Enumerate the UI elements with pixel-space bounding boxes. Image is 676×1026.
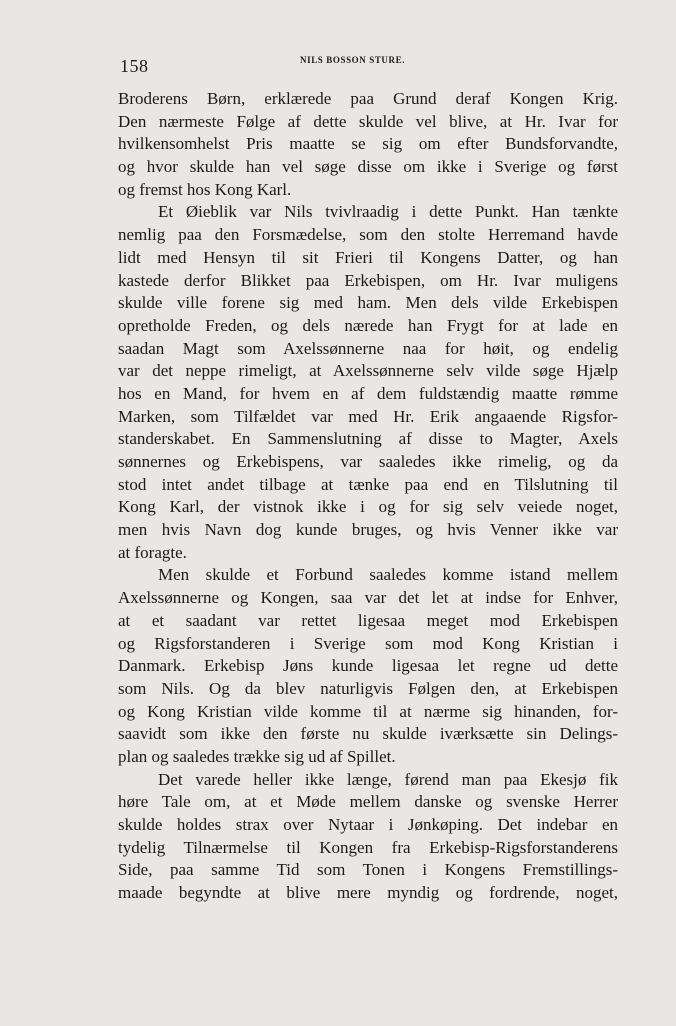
text-line: og hvor skulde han vel søge disse om ikke i Sverige og først — [118, 157, 618, 177]
running-head: NILS BOSSON STURE. — [300, 55, 406, 65]
text-line: saadan Magt som Axelssønnerne naa for høit, og endelig — [118, 338, 618, 358]
text-line: Den nærmeste Følge af dette skulde vel blive, at Hr. Ivar for — [118, 111, 618, 131]
text-line: plan og saaledes trække sig ud af Spillet. — [118, 746, 396, 766]
text-line: nemlig paa den Forsmædelse, som den stolte Herremand havde — [118, 225, 618, 245]
text-line: men hvis Navn dog kunde bruges, og hvis Venner ikke var — [118, 520, 618, 540]
text-line: Et Øieblik var Nils tvivlraadig i dette Punkt. Han tænkte — [158, 202, 618, 222]
text-line: saavidt som ikke den første nu skulde iværksætte sin Delings- — [118, 724, 618, 744]
text-line: maade begyndte at blive mere myndig og fordrende, noget, — [118, 883, 618, 903]
text-line: at et saadant var rettet ligesaa meget mod Erkebispen — [118, 610, 618, 630]
page-number: 158 — [120, 56, 149, 76]
text-line: tydelig Tilnærmelse til Kongen fra Erkebisp-Rigsforstanderens — [118, 837, 618, 857]
text-line: hos en Mand, for hvem en af dem fuldstændig maatte rømme — [118, 383, 618, 403]
text-line: var det neppe rimeligt, at Axelssønnerne selv vilde søge Hjælp — [118, 361, 618, 381]
text-line: og fremst hos Kong Karl. — [118, 179, 292, 199]
text-line: skulde ville forene sig med ham. Men dels vilde Erkebispen — [118, 293, 618, 313]
text-line: og Rigsforstanderen i Sverige som mod Kong Kristian i — [118, 633, 618, 653]
text-line: lidt med Hensyn til sit Frieri til Kongens Datter, og han — [118, 247, 618, 267]
text-line: standerskabet. En Sammenslutning af disse to Magter, Axels — [118, 429, 618, 449]
text-line: Marken, som Tilfældet var med Hr. Erik angaaende Rigsfor- — [118, 406, 618, 426]
text-line: sønnernes og Erkebispens, var saaledes ikke rimelig, og da — [118, 452, 618, 471]
text-line: og Kong Kristian vilde komme til at nærme sig hinanden, for- — [118, 701, 618, 721]
body-text — [118, 88, 618, 905]
text-line: Danmark. Erkebisp Jøns kunde ligesaa let regne ud dette — [118, 656, 618, 676]
text-line: skulde holdes strax over Nytaar i Jønkøping. Det indebar en — [118, 815, 618, 834]
text-line: Kong Karl, der vistnok ikke i og for sig selv veiede noget, — [118, 497, 618, 517]
text-line: Axelssønnerne og Kongen, saa var det let at indse for Enhver, — [118, 588, 618, 608]
text-line: at foragte. — [118, 542, 187, 562]
text-line: Det varede heller ikke længe, førend man paa Ekesjø fik — [158, 769, 618, 789]
text-line: Men skulde et Forbund saaledes komme istand mellem — [158, 565, 618, 585]
text-line: stod intet andet tilbage at tænke paa end en Tilslutning til — [118, 474, 618, 494]
text-line: Side, paa samme Tid som Tonen i Kongens Fremstillings- — [118, 860, 618, 880]
text-line: kastede derfor Blikket paa Erkebispen, om Hr. Ivar muligens — [118, 270, 618, 290]
text-line: opretholde Freden, og dels nærede han Frygt for at lade en — [118, 315, 618, 335]
text-line: hvilkensomhelst Pris maatte se sig om efter Bundsforvandte, — [118, 134, 618, 154]
text-line: som Nils. Og da blev naturligvis Følgen den, at Erkebispen — [118, 678, 618, 698]
text-line: Broderens Børn, erklærede paa Grund deraf Kongen Krig. — [118, 89, 618, 108]
text-line: høre Tale om, at et Møde mellem danske og svenske Herrer — [118, 792, 618, 812]
